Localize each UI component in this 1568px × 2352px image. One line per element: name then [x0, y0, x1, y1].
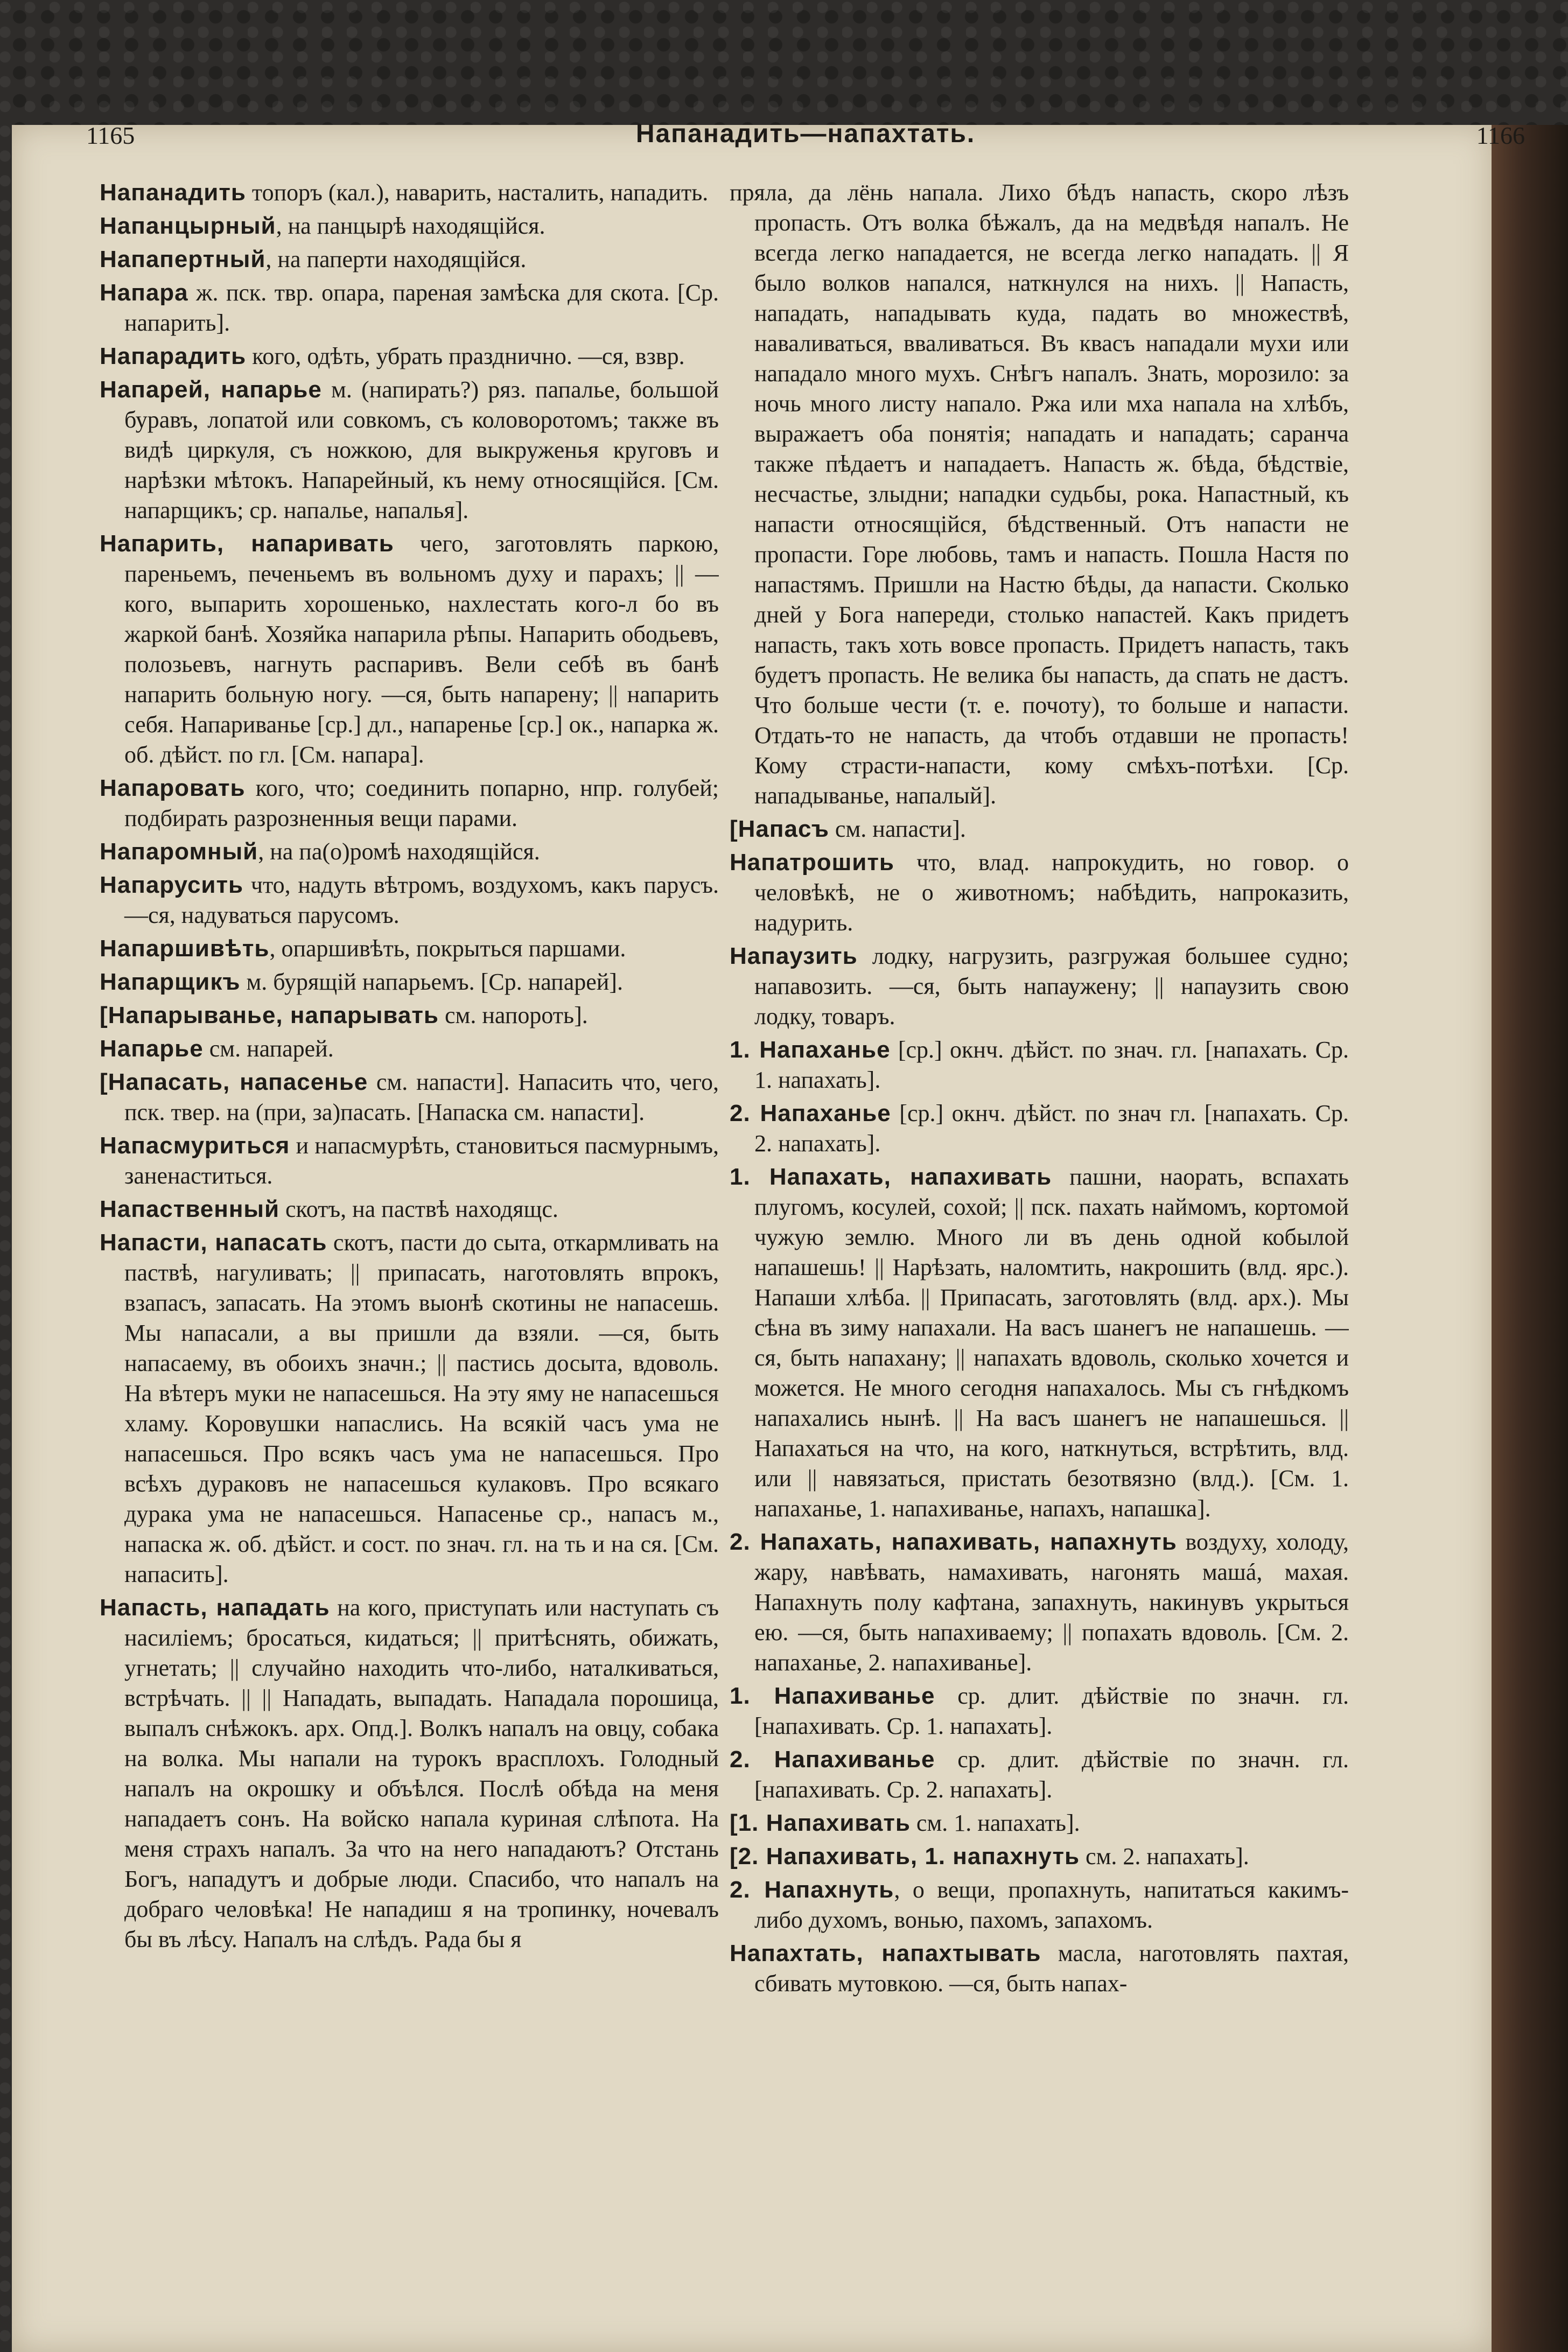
entry-headword: Напахтать, напахтывать	[730, 1940, 1041, 1966]
dictionary-entry	[100, 773, 719, 834]
dictionary-entry	[730, 1808, 1349, 1838]
entry-definition: пряла, да лёнь напала. Лихо бѣдъ напасть, скоро лѣзъ пропасть. Отъ волка бѣжалъ, да на медвѣдя напалъ. Не всегда легко нападается, не всегда легко нападать. || Я было волков напался, наткнулся на нихъ. || Напасть, нападать, нападывать куда, падать во множествѣ, наваливаться, вваливаться. Въ квасъ нападали мухи или нападало много мухъ. Снѣгъ напалъ. Знать, морозило: за ночь много листу напало. Ржа или мха напала на хлѣбъ, выражаетъ оба понятія; нападать и нападать; саранча также пѣдаетъ и нападаетъ. Напасть ж. бѣда, бѣдствіе, несчастье, злыдни; нападки судьбы, рока. Напастный, къ напасти относящійся, бѣдственный. Отъ напасти не пропасти. Горе любовь, тамъ и напасть. Пошла Настя по напастямъ. Пришли на Настю бѣды, да напасти. Сколько дней у Бога напереди, столько напастей. Какъ придетъ напасть, такъ хоть вовсе пропасть. Придетъ напасть, такъ будетъ пропасть. Не велика бы напасть, да спать не дастъ. Что больше чести (т. е. почоту), то больше и напасти. Отдать-то не напасть, да чтобъ отдавши не пропасть! Кому страсти-напасти, кому смѣхъ-потѣхи. [Ср. нападыванье, напалый].	[730, 179, 1349, 809]
entry-headword: [1. Напахивать	[730, 1810, 911, 1836]
entry-definition: см. 2. напахать].	[1080, 1843, 1249, 1870]
entry-headword: Напарусить	[100, 872, 244, 898]
entry-definition: ср. длит. дѣйствіе по значн. гл. [напахивать. Ср. 2. напахать].	[754, 1746, 1349, 1803]
entry-definition: масла, наготовлять пахтая, сбивать мутовкою. —ся, быть напах-	[754, 1940, 1349, 1997]
dictionary-entry	[100, 1593, 719, 1955]
entry-definition: ср. длит. дѣйствіе по значн. гл. [напахивать. Ср. 1. напахать].	[754, 1683, 1349, 1739]
dictionary-entry	[730, 1035, 1349, 1095]
entry-headword: [Напасать, напасенье	[100, 1069, 368, 1095]
entry-headword: 2. Напахнуть	[730, 1877, 894, 1903]
dictionary-entry	[100, 278, 719, 338]
entry-headword: [2. Напахивать, 1. напахнуть	[730, 1843, 1080, 1870]
dictionary-entry	[730, 848, 1349, 938]
entry-headword: 2. Напаханье	[730, 1100, 891, 1126]
dictionary-entry	[730, 1842, 1349, 1872]
dictionary-entry	[730, 1875, 1349, 1935]
entry-headword: 2. Напахиванье	[730, 1746, 935, 1773]
entry-headword: Напаршивѣть	[100, 935, 270, 962]
entry-definition: , о вещи, пропахнуть, напитаться какимъ-либо духомъ, вонью, пахомъ, запахомъ.	[754, 1877, 1349, 1933]
entry-headword: 1. Напахиванье	[730, 1683, 935, 1709]
entry-headword: Напарье	[100, 1035, 204, 1062]
entry-headword: Напарить, напаривать	[100, 530, 394, 557]
dictionary-entry	[100, 967, 719, 997]
dictionary-entry	[100, 934, 719, 964]
dictionary-entry	[730, 941, 1349, 1032]
entry-headword: Напара	[100, 279, 188, 306]
dictionary-entry	[100, 1194, 719, 1224]
entry-headword: 2. Напахать, напахивать, напахнуть	[730, 1529, 1177, 1555]
entry-definition: , опаршивѣть, покрыться паршами.	[269, 935, 626, 962]
dictionary-entry	[100, 1034, 719, 1064]
dictionary-entry	[100, 1131, 719, 1191]
dictionary-entry	[730, 1162, 1349, 1524]
entry-definition: [ср.] окнч. дѣйст. по знач гл. [напахать. Ср. 2. напахать].	[754, 1100, 1349, 1157]
entry-definition: чего, заготовлять паркою, пареньемъ, печеньемъ въ вольномъ духу и парахъ; || —кого, выпарить хорошенько, нахлестать кого-л бо въ жаркой банѣ. Хозяйка напарила рѣпы. Напарить ободьевъ, полозьевъ, нагнуть распаривъ. Вели себѣ въ банѣ напарить больную ногу. —ся, быть напарену; || напарить себя. Напариванье [ср.] дл., напаренье [ср.] ок., напарка ж. об. дѣйст. по гл. [См. напара].	[124, 530, 719, 768]
dictionary-entry	[100, 1228, 719, 1590]
entry-definition: см. напасти]. Напасить что, чего, пск. твер. на (при, за)пасать. [Напаска см. напасти].	[124, 1069, 719, 1125]
entry-definition: кого, одѣть, убрать празднично. —ся, взвр.	[246, 343, 685, 369]
entry-definition: пашни, наорать, вспахать плугомъ, косулей, сохой; || пск. пахать наймомъ, кортомой чужую землю. Много ли въ день одной кобылой напашешь! || Нарѣзать, наломтить, накрошить (влд. ярс.). Напаши хлѣба. || Припасать, заготовлять (влд. арх.). Мы сѣна въ зиму напахали. На васъ шанегъ не напашешь. —ся, быть напахану; || напахать вдоволь, сколько хочется и можется. Не много сегодня напахалось. Мы съ гнѣдкомъ напахались нынѣ. || На васъ шанегъ не напашешься. || Напахаться на что, на кого, наткнуться, встрѣтить, влд. или || навязаться, пристать безотвязно (влд.). [См. 1. напаханье, 1. напахиванье, напахъ, напашка].	[754, 1164, 1349, 1522]
entry-headword: Напапертный	[100, 246, 266, 272]
entry-definition: см. напасти].	[829, 816, 966, 842]
dictionary-entry	[100, 870, 719, 930]
entry-headword: Напанцырный	[100, 213, 276, 239]
entry-headword: Напарщикъ	[100, 969, 241, 995]
dictionary-entry	[100, 178, 719, 208]
entry-headword: [Напарыванье, напарывать	[100, 1002, 439, 1028]
entry-headword: Напанадить	[100, 179, 246, 206]
dictionary-entry	[100, 837, 719, 867]
dictionary-entry	[730, 1745, 1349, 1805]
entry-definition: скотъ, на паствѣ находящс.	[279, 1196, 558, 1222]
entry-headword: Напасти, напасать	[100, 1229, 327, 1256]
left-column	[100, 178, 719, 2192]
entry-definition: лодку, нагрузить, разгружая большее судно; напавозить. —ся, быть напаужену; || напаузить свою лодку, товаръ.	[754, 943, 1349, 1030]
dictionary-entry	[100, 341, 719, 372]
entry-definition: см. напороть].	[438, 1002, 588, 1028]
entry-definition: на кого, приступать или наступать съ насиліемъ; бросаться, кидаться; || притѣснять, обижать, угнетать; || случайно находить что-либо, наталкиваться, встрѣчать. || || Нападать, выпадать. Нападала порошица, выпалъ снѣжокъ. арх. Опд.]. Волкъ напалъ на овцу, собака на волка. Мы напали на турокъ врасплохъ. Голодный напалъ на окрошку и объѣлся. Послѣ обѣда на меня нападаетъ сонъ. На войско напала куриная слѣпота. На меня страхъ напалъ. За что на него нападаютъ? Отстань Богъ, нападутъ и добрые люди. Спасибо, что напалъ на добраго человѣка! Не нападиш я на тропинку, ночевалъ бы въ лѣсу. Напалъ на слѣдъ. Рада бы я	[124, 1594, 719, 1952]
entry-headword: Напатрошить	[730, 849, 894, 876]
dictionary-entry	[100, 375, 719, 526]
page-number-left: 1165	[86, 122, 135, 149]
entry-headword: Напаромный	[100, 838, 258, 865]
entry-definition: м. (напирать?) ряз. папалье, большой буравъ, лопатой или совкомъ, съ коловоротомъ; также въ видѣ циркуля, съ ножкою, для выкруженья круговъ и нарѣзки мѣтокъ. Напарейный, къ нему относящійся. [См. напарщикъ; ср. напалье, напалья].	[124, 376, 719, 523]
entry-definition: , на паперти находящійся.	[265, 246, 527, 272]
entry-definition: кого, что; соединить попарно, нпр. голубей; подбирать разрозненныя вещи парами.	[124, 775, 719, 831]
right-column	[730, 178, 1349, 2192]
entry-definition: что, влад. напрокудить, но говор. о человѣкѣ, не о животномъ; набѣдить, напроказить, надурить.	[754, 849, 1349, 936]
entry-definition: скотъ, пасти до сыта, откармливать на паствѣ, нагуливать; || припасать, наготовлять впрокъ, взапасъ, запасать. На этомъ выонѣ скотины не напасешь. Мы напасали, а вы пришли да взяли. —ся, быть напасаему, въ обоихъ значн.; || пастись досыта, вдоволь. На вѣтеръ муки не напасешься. На эту яму не напасешься хламу. Коровушки напаслись. На всякій часъ ума не напасешься. Про всякъ часъ ума не напасешься. Про всѣхъ дураковъ не напасешься кулаковъ. Про всякаго дурака ума не напасешься. Напасенье ср., напасъ м., напаска ж. об. дѣйст. и сост. по знач. гл. на ть и на ся. [См. напасить].	[124, 1229, 719, 1587]
dictionary-entry	[730, 1681, 1349, 1741]
dictionary-entry	[100, 1067, 719, 1128]
entry-definition: см. напарей.	[203, 1035, 334, 1062]
entry-definition: и напасмурѣть, становиться пасмурнымъ, заненаститься.	[124, 1132, 719, 1189]
entry-definition: м. бурящій напарьемъ. [Ср. напарей].	[240, 969, 623, 995]
entry-headword: 1. Напахать, напахивать	[730, 1164, 1052, 1190]
dictionary-entry	[100, 1000, 719, 1031]
dictionary-entry	[730, 1938, 1349, 1999]
book-spine	[1492, 125, 1568, 2352]
dictionary-entry	[730, 178, 1349, 811]
entry-definition: , на па(о)ромѣ находящійся.	[258, 838, 540, 865]
entry-headword: [Напасъ	[730, 816, 829, 842]
entry-definition: топоръ (кал.), наварить, насталить, нападить.	[246, 179, 709, 206]
entry-headword: Напарадить	[100, 343, 247, 369]
dictionary-entry	[100, 244, 719, 275]
dictionary-entry	[730, 1098, 1349, 1159]
entry-headword: Напаственный	[100, 1196, 280, 1222]
entry-definition: ж. пск. твр. опара, пареная замѣска для скота. [Ср. напарить].	[124, 279, 719, 336]
dictionary-entry	[100, 529, 719, 770]
entry-definition: см. 1. напахать].	[910, 1810, 1080, 1836]
entry-definition: [ср.] окнч. дѣйст. по знач. гл. [напахать. Ср. 1. напахать].	[754, 1037, 1349, 1093]
entry-headword: 1. Напаханье	[730, 1037, 891, 1063]
entry-headword: Напасмуриться	[100, 1132, 290, 1159]
dictionary-entry	[730, 814, 1349, 844]
entry-headword: Напасть, нападать	[100, 1594, 330, 1621]
dictionary-entry	[730, 1527, 1349, 1678]
entry-headword: Напаровать	[100, 775, 246, 801]
entry-headword: Напаузить	[730, 943, 858, 969]
entry-headword: Напарей, напарье	[100, 376, 322, 403]
dictionary-entry	[100, 211, 719, 241]
page-number-right: 1166	[1476, 122, 1525, 149]
running-title: Напанадить—напахтать.	[635, 120, 976, 148]
running-head	[86, 116, 1525, 164]
entry-definition: , на панцырѣ находящійся.	[276, 213, 545, 239]
entry-definition: воздуху, холоду, жару, навѣвать, намахивать, нагонять машá, махая. Напахнуть полу кафтана, запахнуть, накинувъ укрыться ею. —ся, быть напахиваему; || попахать вдоволь. [См. 2. напаханье, 2. напахиванье].	[754, 1529, 1349, 1676]
entry-definition: что, надуть вѣтромъ, воздухомъ, какъ парусъ. —ся, надуваться парусомъ.	[124, 872, 719, 928]
